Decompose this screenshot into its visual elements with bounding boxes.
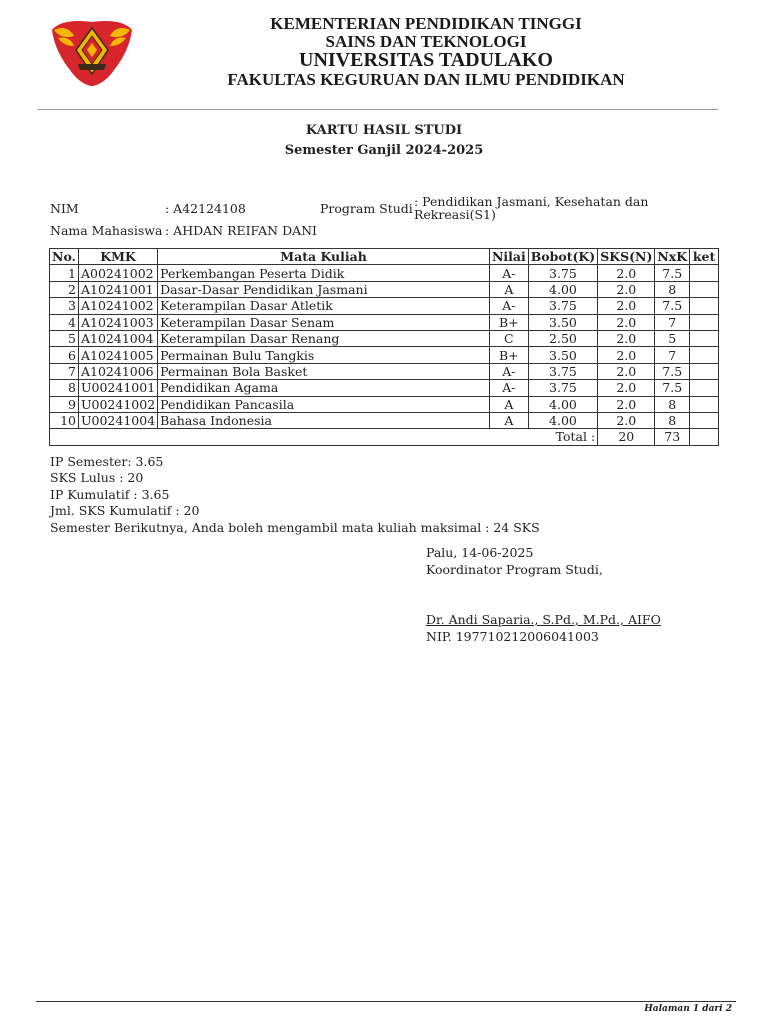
table-row [50, 396, 719, 412]
nim-label: NIM [50, 201, 79, 216]
row-kmk: A10241001 [78, 281, 157, 297]
row-bobot: 3.50 [528, 314, 597, 330]
row-no: 1 [50, 265, 79, 281]
row-no: 3 [50, 298, 79, 314]
next-semester-note: Semester Berikutnya, Anda boleh mengambil mata kuliah maksimal : 24 SKS [50, 520, 540, 535]
row-ket [690, 265, 719, 281]
table-header-row [50, 249, 719, 265]
table-row [50, 314, 719, 330]
row-sks: 2.0 [598, 363, 655, 379]
row-bobot: 4.00 [528, 281, 597, 297]
row-ket [690, 298, 719, 314]
row-nilai: B+ [489, 314, 528, 330]
signatory-name: Dr. Andi Saparia., S.Pd., M.Pd., AIFO [426, 612, 661, 627]
footer-divider [36, 1001, 736, 1002]
row-mata-kuliah: Keterampilan Dasar Renang [158, 330, 490, 346]
jml-sks-kumulatif: Jml. SKS Kumulatif : 20 [50, 503, 200, 518]
row-mata-kuliah: Bahasa Indonesia [158, 412, 490, 428]
row-sks: 2.0 [598, 380, 655, 396]
total-ket [690, 429, 719, 445]
row-sks: 2.0 [598, 314, 655, 330]
row-nxk: 5 [655, 330, 690, 346]
header-kmk: KMK [78, 249, 157, 265]
row-nilai: A- [489, 298, 528, 314]
table-row [50, 265, 719, 281]
row-kmk: A10241002 [78, 298, 157, 314]
ministry-line-2: SAINS DAN TEKNOLOGI [325, 32, 527, 51]
place-date: Palu, 14-06-2025 [426, 545, 534, 560]
row-no: 6 [50, 347, 79, 363]
row-nxk: 7.5 [655, 380, 690, 396]
semester-title: Semester Ganjil 2024-2025 [284, 143, 484, 158]
ip-semester: IP Semester: 3.65 [50, 454, 164, 469]
header-no: No. [50, 249, 79, 265]
row-bobot: 3.50 [528, 347, 597, 363]
row-sks: 2.0 [598, 412, 655, 428]
row-ket [690, 396, 719, 412]
row-nxk: 7 [655, 314, 690, 330]
row-bobot: 3.75 [528, 298, 597, 314]
row-mata-kuliah: Pendidikan Agama [158, 380, 490, 396]
prodi-value-line-1: : Pendidikan Jasmani, Kesehatan dan [414, 194, 649, 209]
row-nxk: 8 [655, 412, 690, 428]
row-mata-kuliah: Perkembangan Peserta Didik [158, 265, 490, 281]
row-nilai: B+ [489, 347, 528, 363]
row-mata-kuliah: Keterampilan Dasar Senam [158, 314, 490, 330]
nim-value: : A42124108 [165, 201, 246, 216]
row-no: 9 [50, 396, 79, 412]
row-sks: 2.0 [598, 265, 655, 281]
table-row [50, 412, 719, 428]
table-row [50, 347, 719, 363]
row-ket [690, 314, 719, 330]
row-bobot: 3.75 [528, 380, 597, 396]
total-sks: 20 [598, 429, 655, 445]
document-title: KARTU HASIL STUDI [305, 123, 463, 138]
row-mata-kuliah: Keterampilan Dasar Atletik [158, 298, 490, 314]
header-nilai: Nilai [489, 249, 528, 265]
page-number: Halaman 1 dari 2 [644, 1004, 732, 1014]
row-kmk: A10241003 [78, 314, 157, 330]
row-no: 10 [50, 412, 79, 428]
row-sks: 2.0 [598, 281, 655, 297]
header-nxk: NxK [655, 249, 690, 265]
row-ket [690, 330, 719, 346]
table-row [50, 380, 719, 396]
row-ket [690, 380, 719, 396]
row-nxk: 7 [655, 347, 690, 363]
row-kmk: A10241006 [78, 363, 157, 379]
row-bobot: 4.00 [528, 412, 597, 428]
header-bobot: Bobot(K) [528, 249, 597, 265]
row-no: 7 [50, 363, 79, 379]
signatory-nip: NIP. 197710212006041003 [426, 629, 599, 644]
row-ket [690, 281, 719, 297]
row-nilai: A [489, 396, 528, 412]
logo-text: UNIVERSITAS TADULAKO [62, 70, 122, 90]
ministry-line-1: KEMENTERIAN PENDIDIKAN TINGGI [270, 14, 582, 33]
row-nilai: A- [489, 363, 528, 379]
prodi-value-line-2: Rekreasi(S1) [414, 207, 496, 222]
name-label: Nama Mahasiswa [50, 223, 163, 238]
row-nilai: A [489, 281, 528, 297]
row-kmk: A00241002 [78, 265, 157, 281]
row-ket [690, 363, 719, 379]
total-nxk: 73 [655, 429, 690, 445]
row-mata-kuliah: Dasar-Dasar Pendidikan Jasmani [158, 281, 490, 297]
row-bobot: 3.75 [528, 363, 597, 379]
row-bobot: 3.75 [528, 265, 597, 281]
total-label: Total : [50, 429, 598, 445]
row-nilai: A [489, 412, 528, 428]
signatory-role: Koordinator Program Studi, [426, 562, 603, 577]
row-bobot: 4.00 [528, 396, 597, 412]
sks-lulus: SKS Lulus : 20 [50, 470, 144, 485]
row-sks: 2.0 [598, 396, 655, 412]
table-row [50, 281, 719, 297]
table-row [50, 330, 719, 346]
row-nxk: 8 [655, 281, 690, 297]
table-row [50, 363, 719, 379]
university-logo [48, 16, 136, 90]
row-kmk: U00241001 [78, 380, 157, 396]
row-mata-kuliah: Permainan Bola Basket [158, 363, 490, 379]
row-kmk: A10241005 [78, 347, 157, 363]
row-mata-kuliah: Pendidikan Pancasila [158, 396, 490, 412]
row-kmk: U00241004 [78, 412, 157, 428]
row-nxk: 8 [655, 396, 690, 412]
prodi-label: Program Studi [320, 201, 413, 216]
header-sks: SKS(N) [598, 249, 655, 265]
header-ket: ket [690, 249, 719, 265]
table-row [50, 298, 719, 314]
university-name: UNIVERSITAS TADULAKO [299, 49, 553, 71]
row-sks: 2.0 [598, 298, 655, 314]
row-no: 4 [50, 314, 79, 330]
row-ket [690, 347, 719, 363]
row-no: 5 [50, 330, 79, 346]
row-ket [690, 412, 719, 428]
row-nxk: 7.5 [655, 298, 690, 314]
row-sks: 2.0 [598, 330, 655, 346]
row-nilai: C [489, 330, 528, 346]
row-nxk: 7.5 [655, 265, 690, 281]
row-sks: 2.0 [598, 347, 655, 363]
row-nilai: A- [489, 380, 528, 396]
header-divider [38, 109, 718, 110]
row-nxk: 7.5 [655, 363, 690, 379]
name-value: : AHDAN REIFAN DANI [165, 223, 317, 238]
row-no: 8 [50, 380, 79, 396]
grades-table [49, 248, 719, 446]
row-kmk: A10241004 [78, 330, 157, 346]
header-mata-kuliah: Mata Kuliah [158, 249, 490, 265]
row-kmk: U00241002 [78, 396, 157, 412]
row-no: 2 [50, 281, 79, 297]
faculty-name: FAKULTAS KEGURUAN DAN ILMU PENDIDIKAN [227, 70, 625, 89]
total-row [50, 429, 719, 445]
row-mata-kuliah: Permainan Bulu Tangkis [158, 347, 490, 363]
ip-kumulatif: IP Kumulatif : 3.65 [50, 487, 170, 502]
row-nilai: A- [489, 265, 528, 281]
row-bobot: 2.50 [528, 330, 597, 346]
